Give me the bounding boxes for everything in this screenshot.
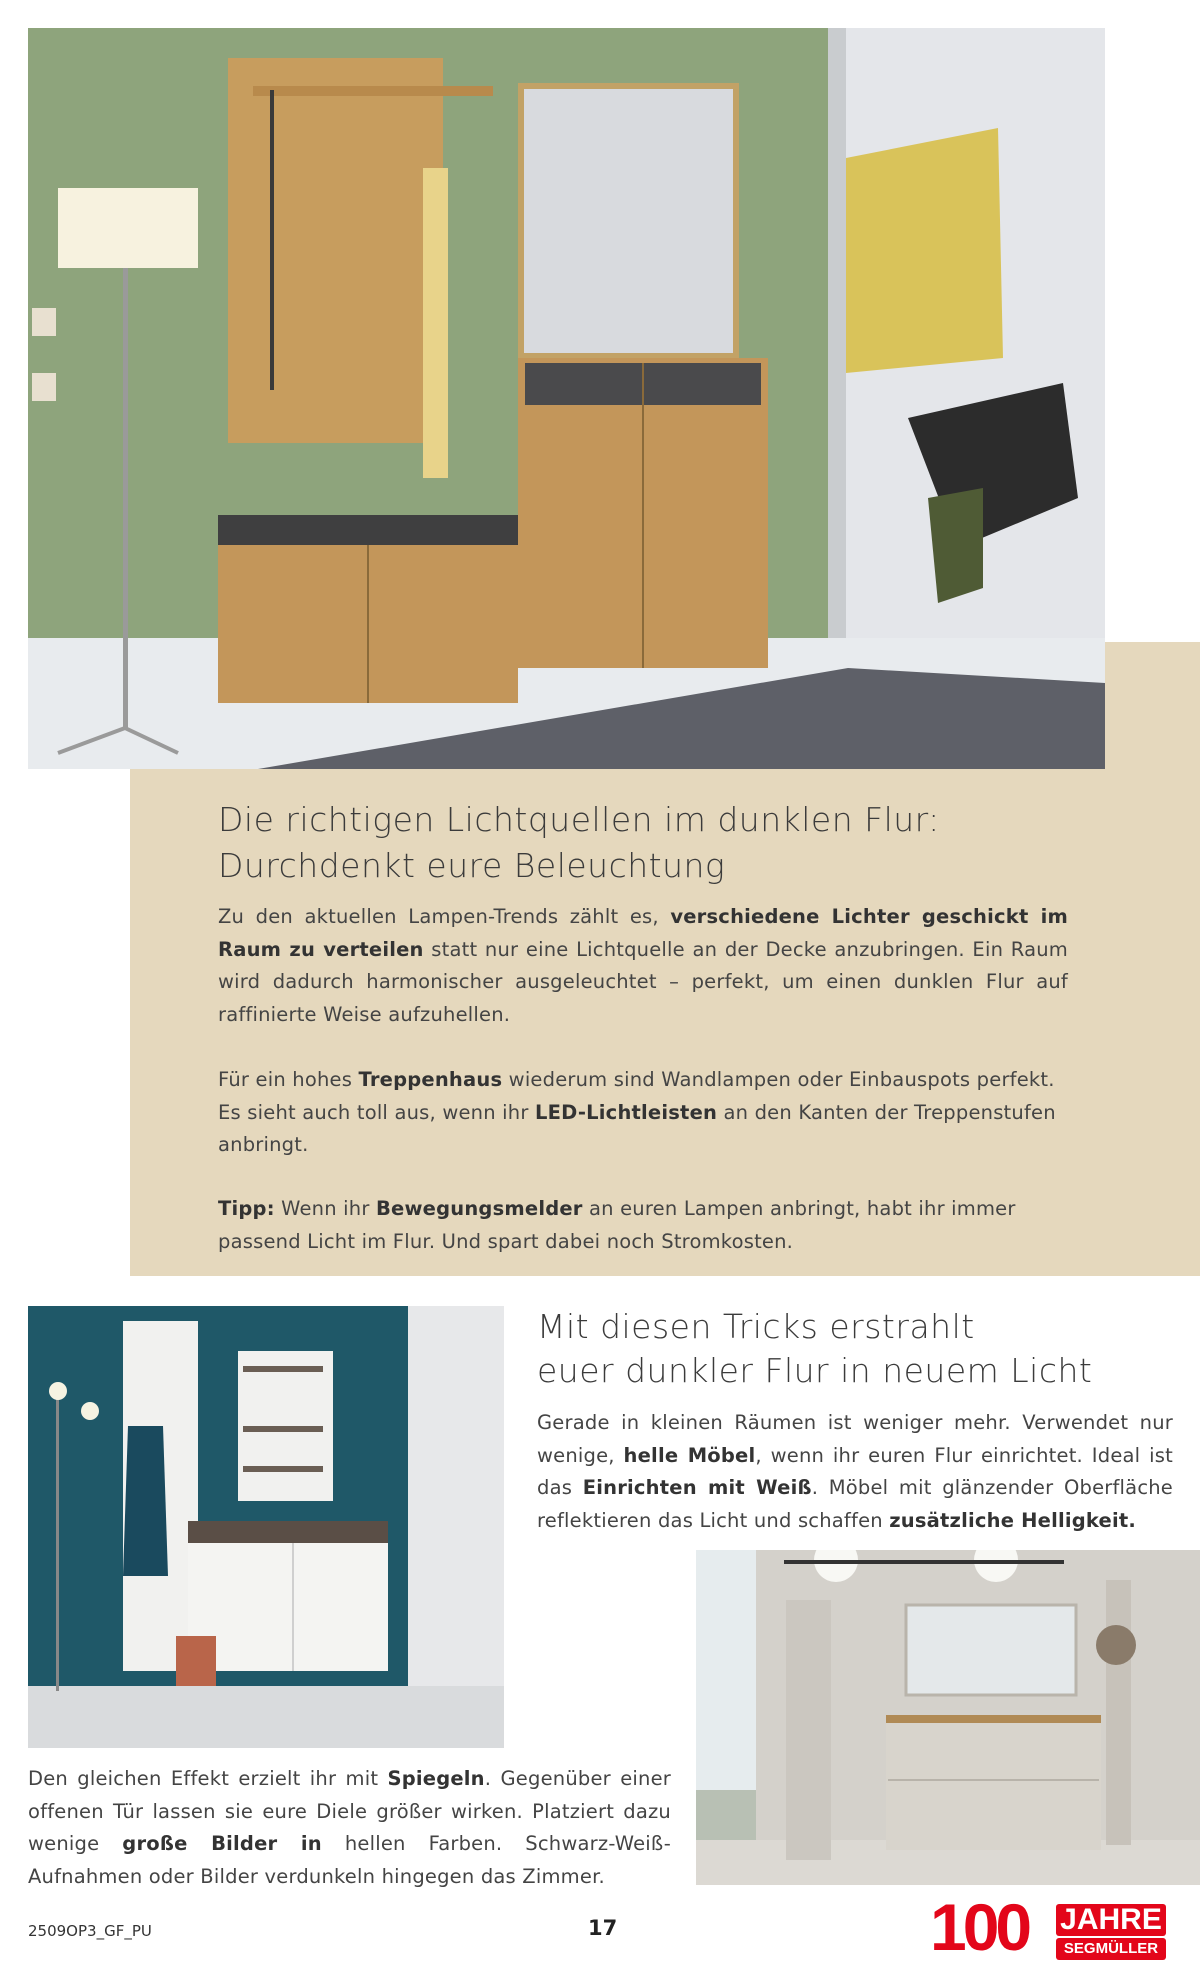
bold-text-run: zusätzliche Helligkeit. xyxy=(889,1508,1136,1532)
text-run: Wenn ihr xyxy=(274,1197,376,1220)
text-run: wiederum sind Wandlampen oder Einbauspots perfekt. Es sieht auch toll aus, wenn ihr xyxy=(218,1068,1055,1124)
bold-text-run: Spiegeln xyxy=(387,1767,485,1790)
catalog-code: 2509OP3_GF_PU xyxy=(28,1922,152,1940)
heading-line: Die richtigen Lichtquellen im dunklen Flur: xyxy=(218,800,940,839)
hallway-green-wall-photo xyxy=(28,28,1105,769)
segmueller-100-jahre-logo xyxy=(930,1890,1178,1966)
heading-line: Mit diesen Tricks erstrahlt xyxy=(537,1307,975,1346)
text-run: an euren Lampen anbringt, habt ihr immer passend Licht im Flur. Und spart dabei noch Stromkosten. xyxy=(218,1197,1016,1253)
paragraph-stairwell xyxy=(218,1064,1068,1162)
bold-text-run: helle Möbel xyxy=(623,1443,756,1467)
tip-label: Tipp: xyxy=(218,1197,275,1220)
text-run: Für ein hohes xyxy=(218,1068,359,1091)
logo-word: JAHRE xyxy=(1056,1904,1166,1936)
text-run: an den Kanten der Treppenstufen anbringt. xyxy=(218,1100,1056,1156)
text-run: Den gleichen Effekt erzielt ihr mit xyxy=(28,1767,388,1790)
bold-text-run: Treppenhaus xyxy=(358,1068,503,1091)
bold-text-run: große Bilder in xyxy=(122,1832,322,1855)
text-run: hellen Farben. Schwarz-Weiß-Aufnahmen oder Bilder verdunkeln hingegen das Zimmer. xyxy=(28,1832,671,1888)
page-number: 17 xyxy=(588,1916,618,1940)
heading-line: Durchdenkt eure Beleuchtung xyxy=(218,846,726,885)
paragraph-light-furniture xyxy=(537,1407,1173,1537)
text-run: Zu den aktuellen Lampen-Trends zählt es, xyxy=(218,905,671,928)
grey-hallway-mirror-photo xyxy=(696,1550,1200,1885)
bold-text-run: verschiedene Lichter geschickt im Raum zu verteilen xyxy=(218,905,1068,961)
text-run: Gerade in kleinen Räumen ist weniger mehr. Verwendet nur wenige, xyxy=(537,1411,1173,1467)
text-run: . Gegenüber einer offenen Tür lassen sie eure Diele größer wirken. Platziert dazu wenige xyxy=(28,1767,671,1855)
paragraph-tip xyxy=(218,1193,1068,1258)
text-run: . Möbel mit glänzender Oberfläche reflektieren das Licht und schaffen xyxy=(537,1476,1173,1532)
white-furniture-teal-wall-photo xyxy=(28,1306,504,1748)
bold-text-run: Einrichten mit Weiß xyxy=(582,1476,812,1499)
paragraph-lamp-trends xyxy=(218,901,1068,1031)
logo-brand: SEGMÜLLER xyxy=(1056,1938,1166,1960)
heading-line: euer dunkler Flur in neuem Licht xyxy=(537,1351,1093,1390)
section-heading-tricks xyxy=(537,1305,1092,1393)
logo-number: 100 xyxy=(930,1890,1029,1964)
text-run: statt nur eine Lichtquelle an der Decke anzubringen. Ein Raum wird dadurch harmonischer ausgeleuchtet – perfekt, um einen dunklen Flur auf raffinierte Weise aufzuhellen. xyxy=(218,937,1068,1026)
bold-text-run: Bewegungsmelder xyxy=(375,1197,583,1220)
section-heading-lighting xyxy=(218,797,940,889)
text-run: , wenn ihr euren Flur einrichtet. Ideal ist das xyxy=(537,1443,1173,1499)
paragraph-mirrors xyxy=(28,1763,671,1893)
bold-text-run: LED-Lichtleisten xyxy=(534,1100,718,1124)
